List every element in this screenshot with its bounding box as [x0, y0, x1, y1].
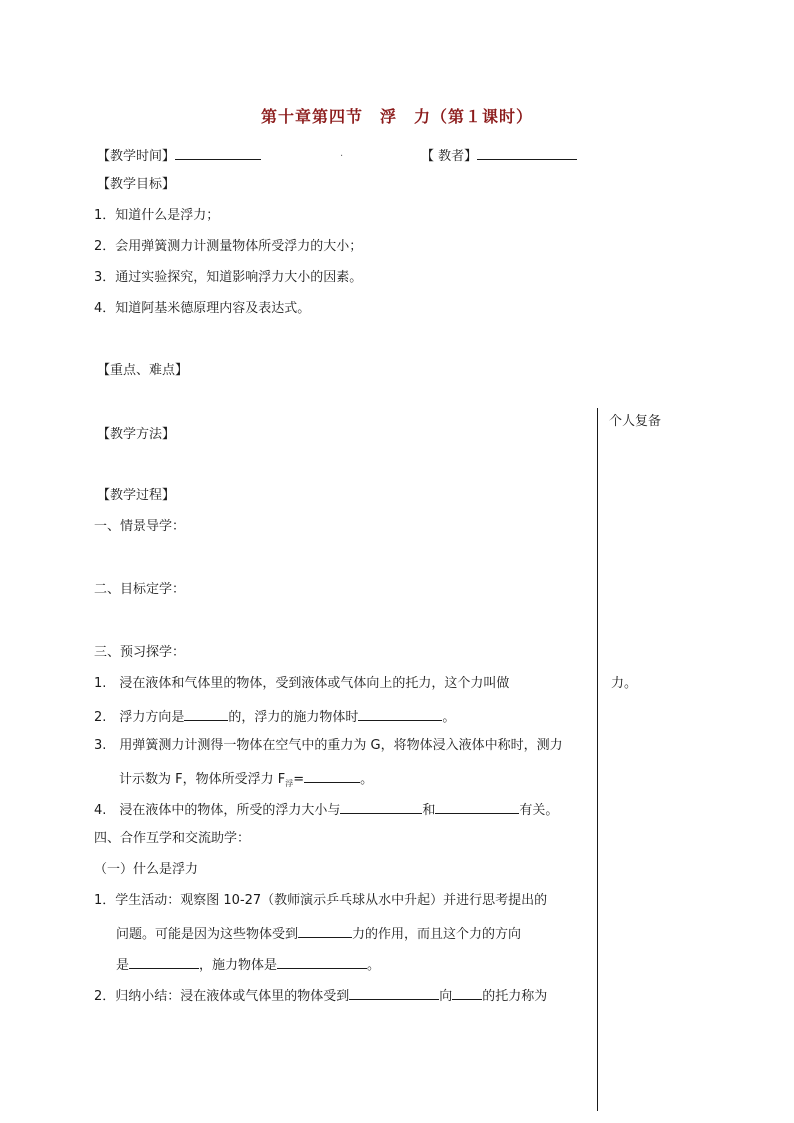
- method-heading: 【教学方法】: [97, 427, 176, 442]
- q3-text-c: 。: [360, 772, 374, 787]
- a2-text-c: 的托力称为: [482, 989, 548, 1004]
- a1-text-c: 是: [116, 958, 130, 973]
- side-continuation: 力。: [611, 676, 638, 691]
- a1-text-a: 问题。可能是因为这些物体受到: [116, 927, 299, 942]
- q2-text-b: 的，浮力的施力物体时: [228, 710, 359, 725]
- teaching-time-field: [97, 145, 261, 166]
- q2-text-a: 2. 浮力方向是: [94, 710, 185, 725]
- activity-1-cont2: [116, 954, 380, 975]
- q2-blank-direction: [184, 706, 228, 721]
- teacher-label: 【 教者】: [421, 149, 478, 164]
- activity-1: 1．学生活动：观察图 10-27（教师演示乒乓球从水中升起）并进行思考提出的: [94, 893, 548, 908]
- goal-item: 4．知道阿基米德原理内容及表达式。: [94, 301, 311, 316]
- page-title: 第十章第四节 浮 力（第１课时）: [260, 107, 533, 126]
- section-cooperative: 四、合作互学和交流助学：: [94, 831, 251, 846]
- teaching-time-label: 【教学时间】: [97, 149, 176, 164]
- q2-blank-source: [358, 706, 442, 721]
- q3-text-b: =: [293, 772, 305, 787]
- preview-question-3-cont: [119, 768, 373, 793]
- q3-blank-buoyancy: [304, 768, 360, 783]
- goal-item: 3．通过实验探究，知道影响浮力大小的因素。: [94, 270, 363, 285]
- q4-blank-2: [435, 799, 519, 814]
- a1-text-e: 。: [367, 958, 381, 973]
- activity-1-cont: [116, 923, 521, 944]
- preview-question-2: [94, 706, 455, 727]
- a1-blank-source: [277, 954, 367, 969]
- margin-divider: [597, 408, 598, 1111]
- a1-blank-direction: [129, 954, 199, 969]
- personal-notes-label: 个人复备: [609, 414, 662, 429]
- teaching-time-blank: [175, 145, 261, 160]
- q4-blank-1: [340, 799, 422, 814]
- a2-blank-2: [452, 985, 482, 1000]
- preview-question-4: [94, 799, 558, 820]
- subsection-what-is-buoyancy: （一）什么是浮力: [94, 862, 199, 877]
- a2-blank-1: [349, 985, 439, 1000]
- q2-text-c: 。: [442, 710, 456, 725]
- key-points-heading: 【重点、难点】: [97, 363, 189, 378]
- a2-text-b: 向: [439, 989, 453, 1004]
- a1-text-b: 力的作用，而且这个力的方向: [352, 927, 522, 942]
- section-scenario: 一、情景导学：: [94, 519, 186, 534]
- q3-text-a: 计示数为 F，物体所受浮力 F: [119, 772, 286, 787]
- section-goal-setting: 二、目标定学：: [94, 582, 186, 597]
- q4-text-b: 和: [422, 803, 436, 818]
- process-heading: 【教学过程】: [97, 488, 176, 503]
- a1-blank-force: [298, 923, 352, 938]
- activity-2: [94, 985, 547, 1006]
- teacher-field: [421, 145, 577, 166]
- q3-subscript: 浮: [285, 779, 294, 788]
- a2-text-a: 2．归纳小结：浸在液体或气体里的物体受到: [94, 989, 350, 1004]
- preview-question-1: 1. 浸在液体和气体里的物体，受到液体或气体向上的托力，这个力叫做: [94, 676, 510, 691]
- goal-item: 2．会用弹簧测力计测量物体所受浮力的大小；: [94, 239, 363, 254]
- goals-heading: 【教学目标】: [97, 177, 176, 192]
- q4-text-a: 4. 浸在液体中的物体，所受的浮力大小与: [94, 803, 341, 818]
- section-preview: 三、预习探学：: [94, 645, 186, 660]
- stray-dot: .: [340, 148, 344, 159]
- q4-text-c: 有关。: [519, 803, 559, 818]
- goal-item: 1．知道什么是浮力；: [94, 208, 220, 223]
- preview-question-3: 3. 用弹簧测力计测得一物体在空气中的重力为 G，将物体浸入液体中称时，测力: [94, 738, 563, 753]
- teacher-blank: [477, 145, 577, 160]
- a1-text-d: ，施力物体是: [199, 958, 278, 973]
